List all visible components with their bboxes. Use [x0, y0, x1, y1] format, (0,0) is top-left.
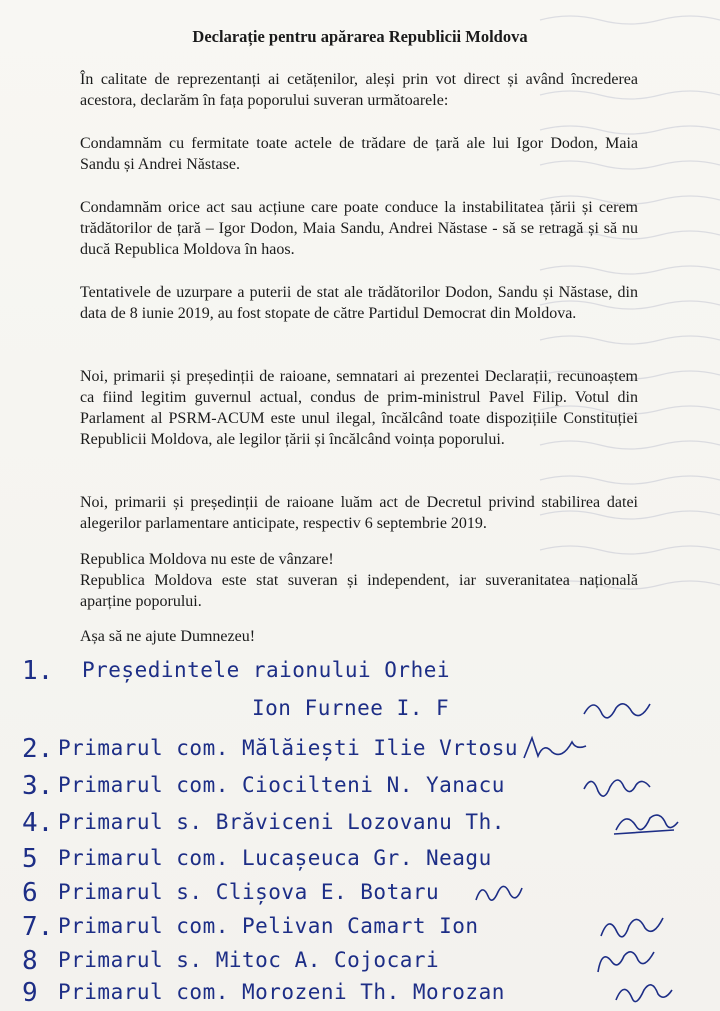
signature-number: 8: [22, 946, 38, 976]
signature-text: Ion Furnee I. F: [252, 696, 450, 720]
signature-list: [22, 650, 712, 1008]
paragraph-usurpation: Tentativele de uzurpare a puterii de stat ale trădătorilor Dodon, Sandu și Năstase, din data de 8 iunie 2019, au fost stopate de către Partidul Democrat din Moldova.: [80, 284, 638, 322]
paragraph-intro: În calitate de reprezentanți ai cetățenilor, aleși prin vot direct și având încrederea acestora, declarăm în fața poporului suveran următoarele:: [80, 71, 638, 109]
signature-text: Primarul com. Lucașeuca Gr. Neagu: [58, 846, 492, 870]
signature-number: 5: [22, 844, 38, 874]
signature-number: 2.: [22, 734, 54, 764]
signature-number: 6: [22, 878, 38, 908]
signature-row: [22, 872, 712, 910]
signature-text: Primarul com. Ciocilteni N. Yanacu: [58, 773, 505, 797]
signature-number: 7.: [22, 912, 54, 942]
signature-text: Primarul com. Morozeni Th. Morozan: [58, 980, 505, 1004]
signature-text: Primarul com. Pelivan Camart Ion: [58, 914, 479, 938]
signature-row: [22, 688, 712, 726]
signature-row: [22, 838, 712, 876]
signature-row: [22, 728, 712, 766]
signature-row: [22, 972, 712, 1010]
signature-text: Primarul s. Clișova E. Botaru: [58, 880, 440, 904]
signature-text: Primarul com. Mălăiești Ilie Vrtosu: [58, 736, 519, 760]
paragraph-closing: Așa să ne ajute Dumnezeu!: [80, 628, 256, 645]
signature-number: 4.: [22, 808, 54, 838]
handwritten-signature: [520, 734, 590, 764]
paragraph-sovereignty: Republica Moldova este stat suveran și independent, iar suveranitatea națională aparține poporului.: [80, 572, 638, 610]
handwritten-signature: [612, 978, 682, 1008]
signature-text: Președintele raionului Orhei: [82, 658, 451, 682]
paragraph-condemn-treason: Condamnăm cu fermitate toate actele de trădare de țară ale lui Igor Dodon, Maia Sandu și Andrei Năstase.: [80, 135, 638, 173]
signature-row: [22, 650, 712, 688]
document-title: Declarație pentru apărarea Republicii Moldova: [192, 27, 528, 46]
paragraph-not-for-sale: Republica Moldova nu este de vânzare!: [80, 551, 334, 568]
paragraph-condemn-instability: Condamnăm orice act sau acțiune care poate conduce la instabilitatea țării și cerem trădătorilor de țară – Igor Dodon, Maia Sandu, Andrei Năstase - să se retragă și să nu ducă Republica Moldova în haos.: [80, 199, 638, 258]
signature-text: Primarul s. Brăviceni Lozovanu Th.: [58, 810, 505, 834]
handwritten-signature: [582, 771, 652, 801]
handwritten-signature: [472, 878, 542, 908]
paragraph-recognition: Noi, primarii și președinții de raioane, semnatari ai prezentei Declarații, recunoaștem ca fiind legitim guvernul actual, condus de prim-ministrul Pavel Filip. Votul din Parlament al PSRM-ACUM este unul ilegal, încălcând toate dispozițiile Constituției Republicii Moldova, ale legilor țării și încălcând voința poporului.: [80, 368, 638, 448]
signature-number: 3.: [22, 771, 54, 801]
paragraph-decree: Noi, primarii și președinții de raioane luăm act de Decretul privind stabilirea datei alegerilor parlamentare anticipate, respectiv 6 septembrie 2019.: [80, 494, 638, 532]
signature-text: Primarul s. Mitoc A. Cojocari: [58, 948, 440, 972]
handwritten-signature: [612, 808, 682, 838]
signature-row: [22, 765, 712, 803]
handwritten-signature: [582, 694, 652, 724]
handwritten-signature: [597, 912, 667, 942]
signature-row: [22, 906, 712, 944]
signature-number: 9: [22, 978, 38, 1008]
signature-row: [22, 802, 712, 840]
signature-number: 1.: [22, 656, 54, 686]
